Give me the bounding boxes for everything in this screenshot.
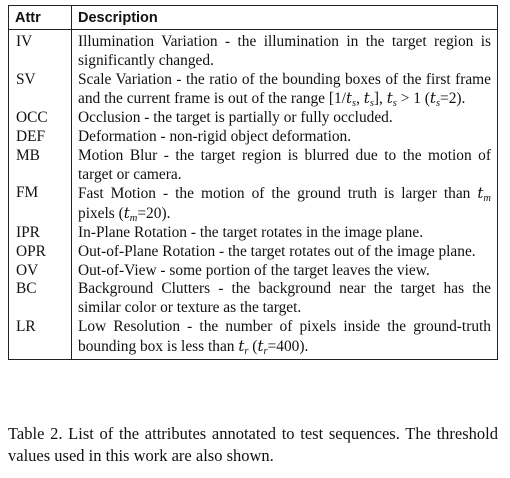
sv-math-one: 1 ( — [413, 90, 430, 108]
lr-math-t1: t — [238, 336, 245, 355]
lr-math-t2: t — [257, 336, 264, 355]
attr-description: Illumination Variation - the illumination in the target region is significantly changed. — [78, 33, 491, 69]
fm-math-t1: t — [477, 184, 484, 203]
table-row — [9, 128, 497, 147]
attr-code: SV — [9, 71, 72, 110]
attr-code: MB — [9, 147, 72, 185]
attr-code: IPR — [9, 224, 72, 243]
attr-code: LR — [9, 318, 72, 359]
table-row — [9, 262, 497, 281]
attributes-table-frame — [8, 5, 498, 360]
sv-text: Scale Variation - the ratio of the bounding boxes of the first frame and the current frame is out of the range [1/ — [78, 70, 491, 108]
fm-math-eq: =20). — [137, 205, 171, 223]
attr-description: Out-of-Plane Rotation - the target rotates out of the image plane. — [78, 242, 476, 260]
fm-math-m2: m — [129, 213, 138, 225]
sv-math-sep: , — [356, 90, 364, 108]
table-row — [9, 30, 497, 71]
attr-description — [72, 184, 498, 224]
attr-code: BC — [9, 280, 72, 318]
attr-code: OCC — [9, 109, 72, 128]
sv-math-gt: > — [396, 90, 414, 108]
table-row — [9, 184, 497, 224]
sv-math-t2: t — [363, 89, 370, 108]
sv-math-s1: s — [351, 98, 357, 110]
lr-math-open: ( — [248, 337, 258, 355]
table-row — [9, 71, 497, 110]
table-row — [9, 318, 497, 359]
sv-math-t4: t — [429, 89, 436, 108]
sv-math-t1: t — [345, 89, 352, 108]
header-description: Description — [72, 6, 498, 30]
sv-math-eq: =2). — [440, 90, 466, 108]
attr-description — [72, 71, 498, 110]
fm-math-pixels: pixels ( — [78, 205, 124, 223]
attr-description: Out-of-View - some portion of the target leaves the view. — [78, 261, 430, 279]
sv-math-s2: s — [369, 98, 374, 110]
table-row — [9, 280, 497, 318]
attr-description: Deformation - non-rigid object deformation. — [78, 127, 352, 145]
fm-math-m1: m — [483, 193, 491, 205]
attr-code: OPR — [9, 243, 72, 262]
table-row — [9, 147, 497, 185]
table-row — [9, 224, 497, 243]
attr-description — [72, 318, 498, 359]
attr-code: FM — [9, 184, 72, 224]
sv-math-s3: s — [392, 98, 397, 110]
fm-math-t2: t — [123, 204, 130, 223]
attr-code: DEF — [9, 128, 72, 147]
attr-description: Background Clutters - the background near the target has the similar color or texture as the target. — [78, 280, 491, 317]
table-caption: Table 2. List of the attributes annotated to test sequences. The threshold values used in this work are also shown. — [8, 424, 498, 465]
attr-description: Occlusion - the target is partially or fully occluded. — [78, 109, 393, 127]
sv-math-s4: s — [435, 98, 441, 110]
lr-math-r2: r — [263, 345, 268, 357]
lr-math-eq: =400). — [267, 337, 309, 355]
table-row — [9, 109, 497, 128]
table-row — [9, 243, 497, 262]
attributes-table — [9, 6, 497, 359]
header-attr: Attr — [9, 6, 72, 30]
attr-description: In-Plane Rotation - the target rotates in the image plane. — [78, 223, 424, 241]
attr-code: OV — [9, 262, 72, 281]
attr-description: Motion Blur - the target region is blurred due to the motion of target or camera. — [78, 146, 491, 183]
fm-text: Fast Motion - the motion of the ground truth is larger than — [78, 185, 478, 203]
sv-math-close: ], — [373, 90, 387, 108]
table-header-row — [9, 6, 497, 30]
sv-math-t3: t — [386, 89, 393, 108]
attr-code: IV — [9, 30, 72, 71]
lr-text: Low Resolution - the number of pixels inside the ground-truth bounding box is less than — [78, 317, 491, 355]
lr-math-r1: r — [244, 345, 249, 357]
